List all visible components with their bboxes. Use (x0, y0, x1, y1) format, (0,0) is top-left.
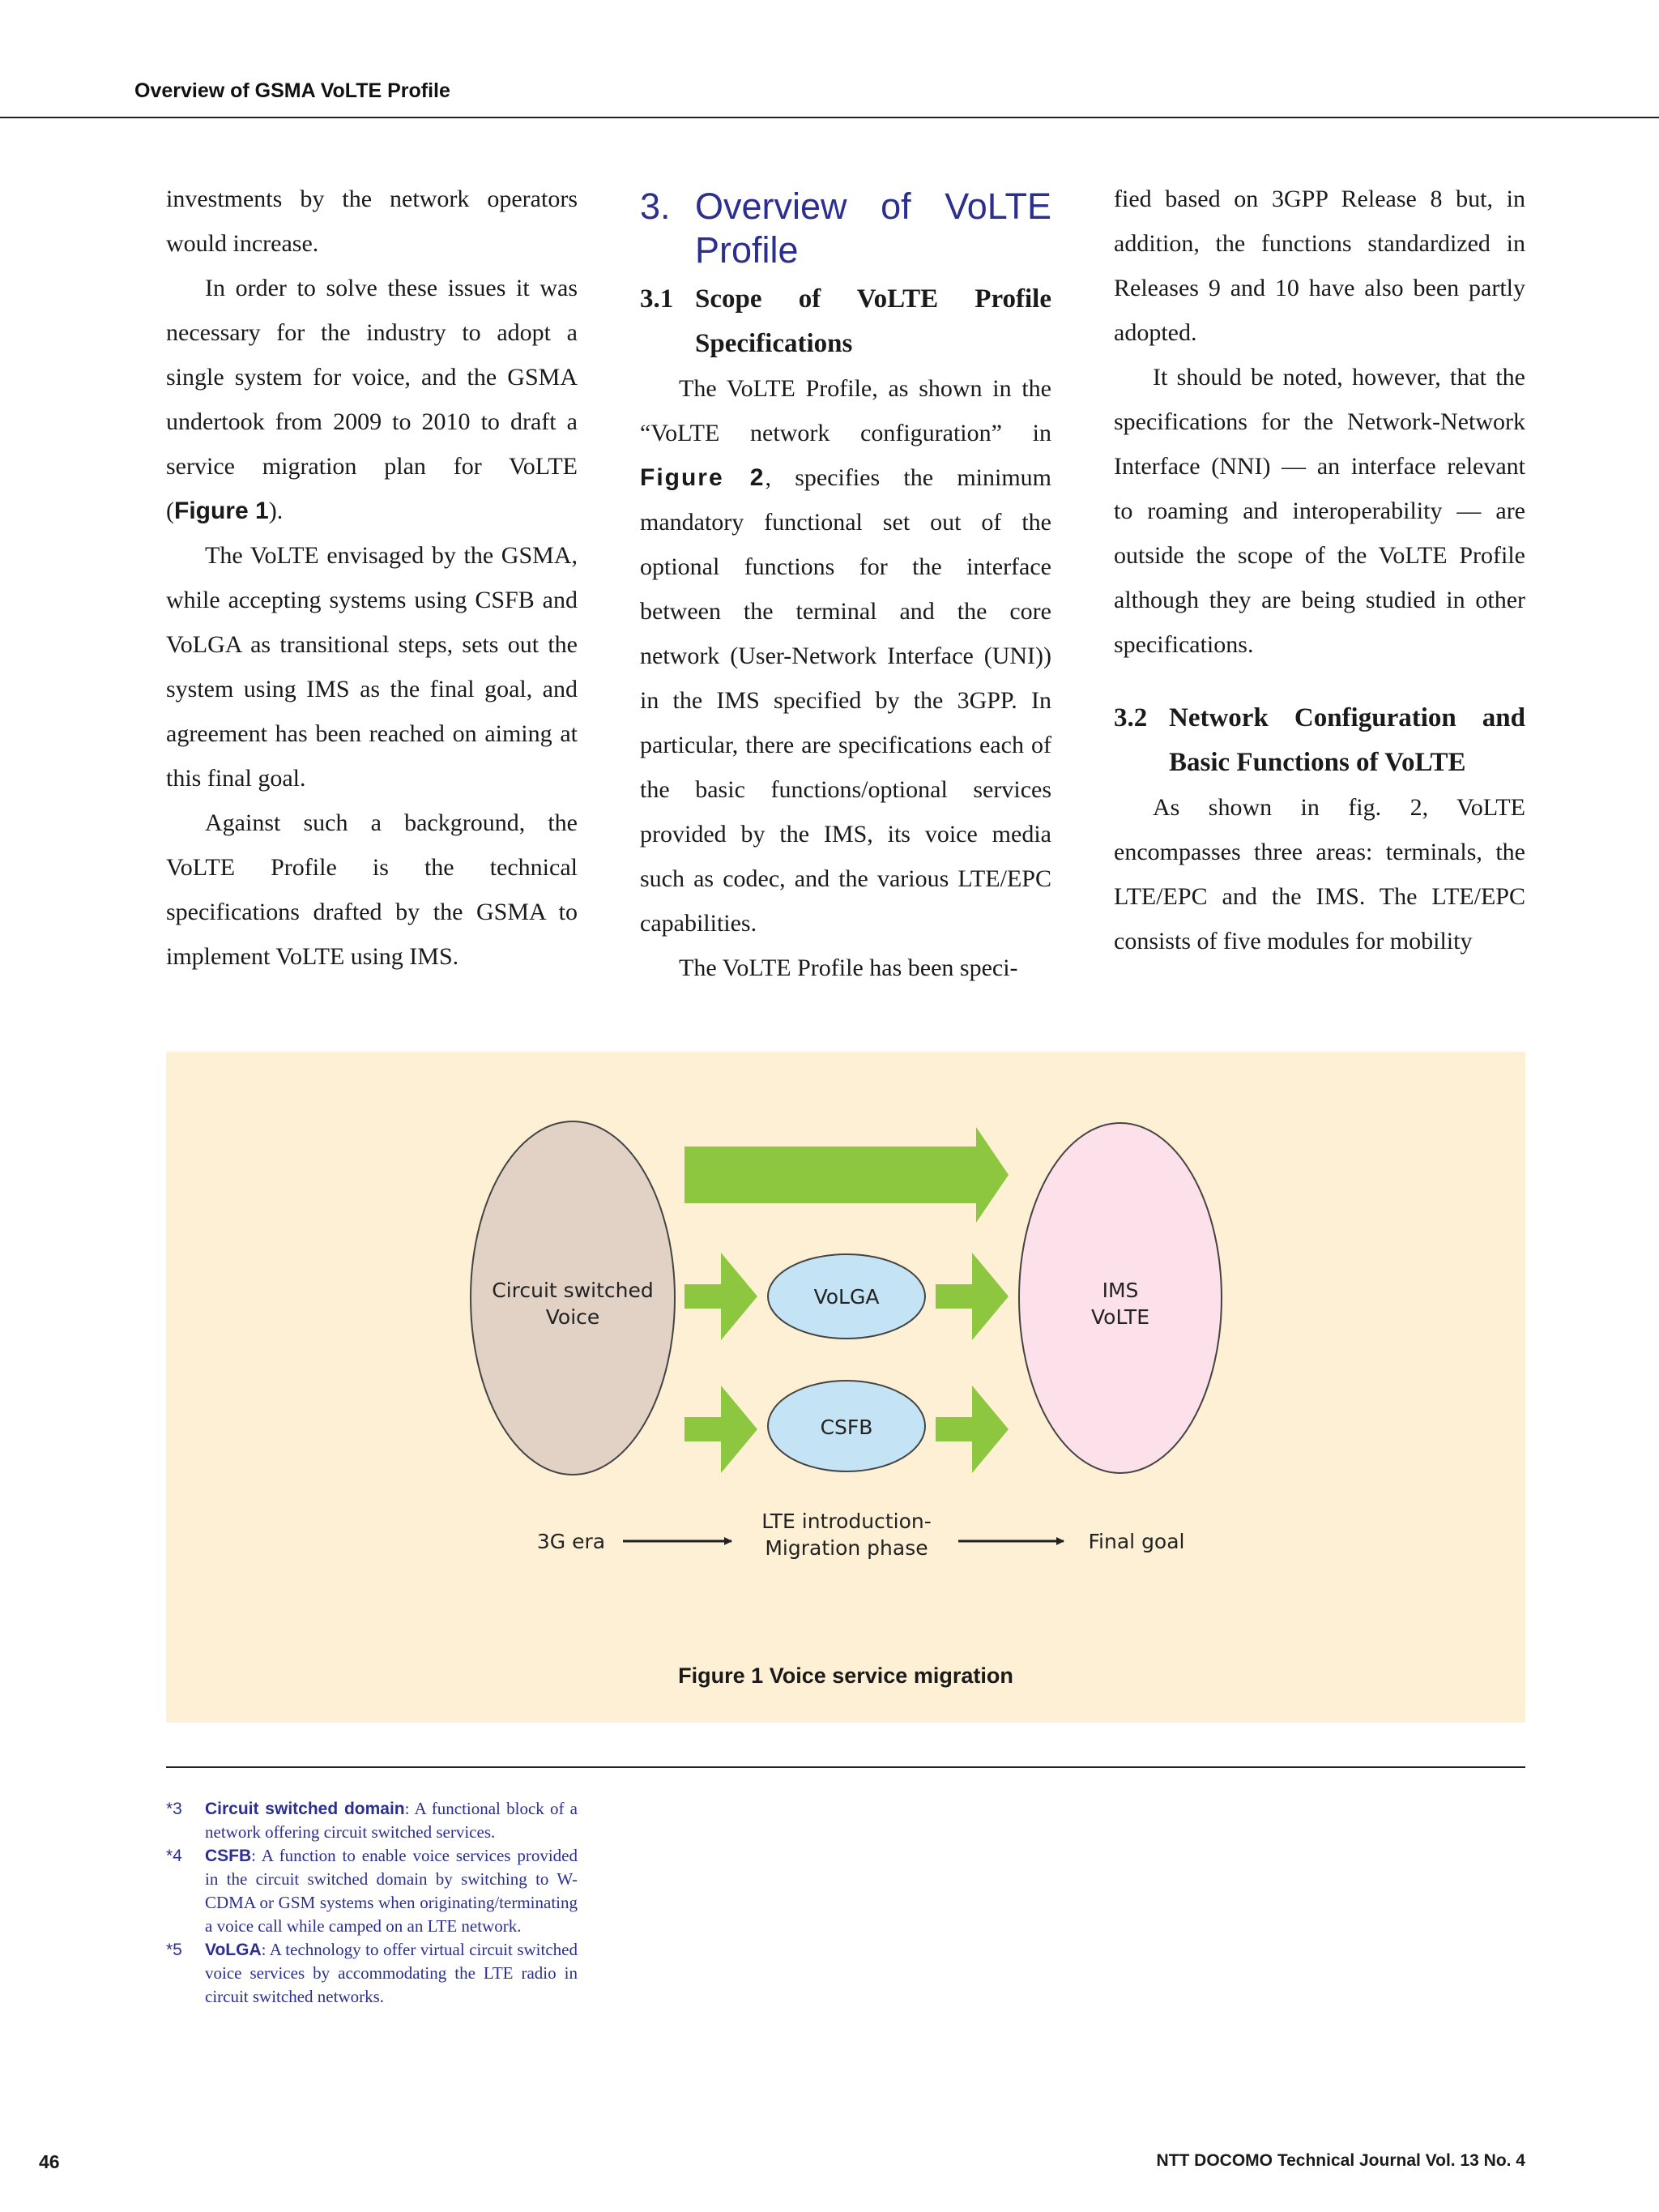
circuit-switched-label (476, 1277, 670, 1330)
footnote-body (205, 1797, 578, 1844)
footnote-item (166, 1844, 578, 1938)
subsection-title: Network Configuration and Basic Functions of VoLTE (1169, 703, 1525, 777)
col1-p2-end: ). (268, 497, 284, 524)
figure-1-reference[interactable]: Figure 1 (174, 497, 269, 524)
voice-migration-diagram (166, 1052, 1525, 1723)
footnote-rule (166, 1766, 1525, 1768)
top-arrow (684, 1127, 1009, 1223)
volga-label: VoLGA (813, 1285, 880, 1309)
figure-1-caption: Figure 1 Voice service migration (678, 1663, 1013, 1688)
footnote-body (205, 1938, 578, 2009)
col1-paragraph-3: The VoLTE envisaged by the GSMA, while accepting systems using CSFB and VoLGA as transitional steps, sets out the system using IMS as the final goal, and agreement has been reached on aiming at this final goal. (166, 542, 578, 792)
column-3 (1114, 177, 1525, 963)
running-header: Overview of GSMA VoLTE Profile (134, 79, 450, 102)
header-rule (0, 117, 1659, 118)
col3-paragraph-2: It should be noted, however, that the specifications for the Network-Network Interface (NNI) — an interface relevant to roaming and interoperability — are outside the scope of the VoLTE Profile although they are being studied in other specifications. (1114, 364, 1525, 658)
arrow-to-csfb (684, 1386, 757, 1473)
cs-label-line-1: Circuit switched (492, 1279, 654, 1302)
footnote-number: *3 (166, 1800, 182, 1818)
column-2 (640, 177, 1051, 990)
ims-label-line-2: VoLTE (1090, 1305, 1149, 1329)
footnote-number: *4 (166, 1847, 182, 1865)
lte-label-line-1: LTE introduction- (761, 1510, 932, 1533)
subsection-number: 3.2 (1114, 703, 1148, 732)
cs-label-line-2: Voice (545, 1305, 600, 1329)
footnote-number: *5 (166, 1941, 182, 1959)
figure-1-panel (166, 1052, 1525, 1723)
col2-p1-text: The VoLTE Profile, as shown in the “VoLTE network configuration” in (640, 375, 1051, 446)
footnote-term: Circuit switched domain (205, 1800, 405, 1818)
arrow-from-volga (936, 1253, 1009, 1340)
col1-p2-text: In order to solve these issues it was necessary for the industry to adopt a single system for voice, and the GSMA undertook from 2009 to 2010 to draft a service migration plan for VoLTE ( (166, 275, 578, 524)
col1-paragraph-2 (166, 266, 578, 533)
footnote-text: : A functional block of a network offering circuit switched services. (205, 1799, 578, 1842)
column-1 (166, 177, 578, 979)
section-heading (640, 185, 1051, 272)
footnote-text: : A technology to offer virtual circuit switched voice services by accommodating the LTE radio in circuit switched networks. (205, 1940, 578, 2006)
col3-paragraph-3: As shown in fig. 2, VoLTE encompasses three areas: terminals, the LTE/EPC and the IMS. The LTE/EPC consists of five modules for mobility (1114, 794, 1525, 954)
col1-paragraph-4: Against such a background, the VoLTE Profile is the technical specifications drafted by the GSMA to implement VoLTE using IMS. (166, 809, 578, 970)
subsection-number: 3.1 (640, 284, 674, 314)
ims-label-line-1: IMS (1102, 1279, 1139, 1302)
footnote-text: : A function to enable voice services provided in the circuit switched domain by switching to W-CDMA or GSM systems when originating/terminating a voice call while camped on an LTE network. (205, 1846, 578, 1936)
section-title: Overview of VoLTE Profile (695, 186, 1051, 271)
spacer (1114, 667, 1525, 696)
csfb-label: CSFB (820, 1416, 873, 1439)
subsection-heading-3-1 (640, 277, 1051, 366)
figure-2-reference[interactable]: Figure 2 (640, 464, 766, 491)
lte-introduction-label (733, 1508, 960, 1561)
col1-paragraph-1: investments by the network operators would increase. (166, 186, 578, 257)
lte-label-line-2: Migration phase (765, 1536, 928, 1560)
col3-paragraph-1: fied based on 3GPP Release 8 but, in addition, the functions standardized in Releases 9 and 10 have also been partly adopted. (1114, 186, 1525, 346)
col2-paragraph-1 (640, 366, 1051, 946)
subsection-heading-3-2 (1114, 696, 1525, 785)
col2-p1-end: , specifies the minimum mandatory functional set out of the optional functions for the interface between the terminal and the core network (User-Network Interface (UNI)) in the IMS specified by the 3GPP. In particular, there are specifications each of the basic functions/optional services provided by the IMS, its voice media such as codec, and the various LTE/EPC capabilities. (640, 464, 1051, 937)
arrow-to-volga (684, 1253, 757, 1340)
footnote-term: CSFB (205, 1847, 252, 1865)
subsection-title: Scope of VoLTE Profile Specifications (695, 284, 1051, 358)
footnote-term: VoLGA (205, 1941, 262, 1959)
final-goal-label: Final goal (1088, 1530, 1185, 1553)
journal-footer: NTT DOCOMO Technical Journal Vol. 13 No. 4 (1156, 2151, 1525, 2170)
footnote-item (166, 1938, 578, 2009)
footnote-body (205, 1844, 578, 1938)
arrow-from-csfb (936, 1386, 1009, 1473)
ims-label (1039, 1277, 1201, 1330)
section-number: 3. (640, 186, 671, 227)
footnotes (166, 1797, 578, 2009)
col2-paragraph-2: The VoLTE Profile has been speci- (679, 954, 1018, 981)
page-number: 46 (39, 2151, 60, 2172)
era-3g-label: 3G era (536, 1530, 606, 1553)
footnote-item (166, 1797, 578, 1844)
